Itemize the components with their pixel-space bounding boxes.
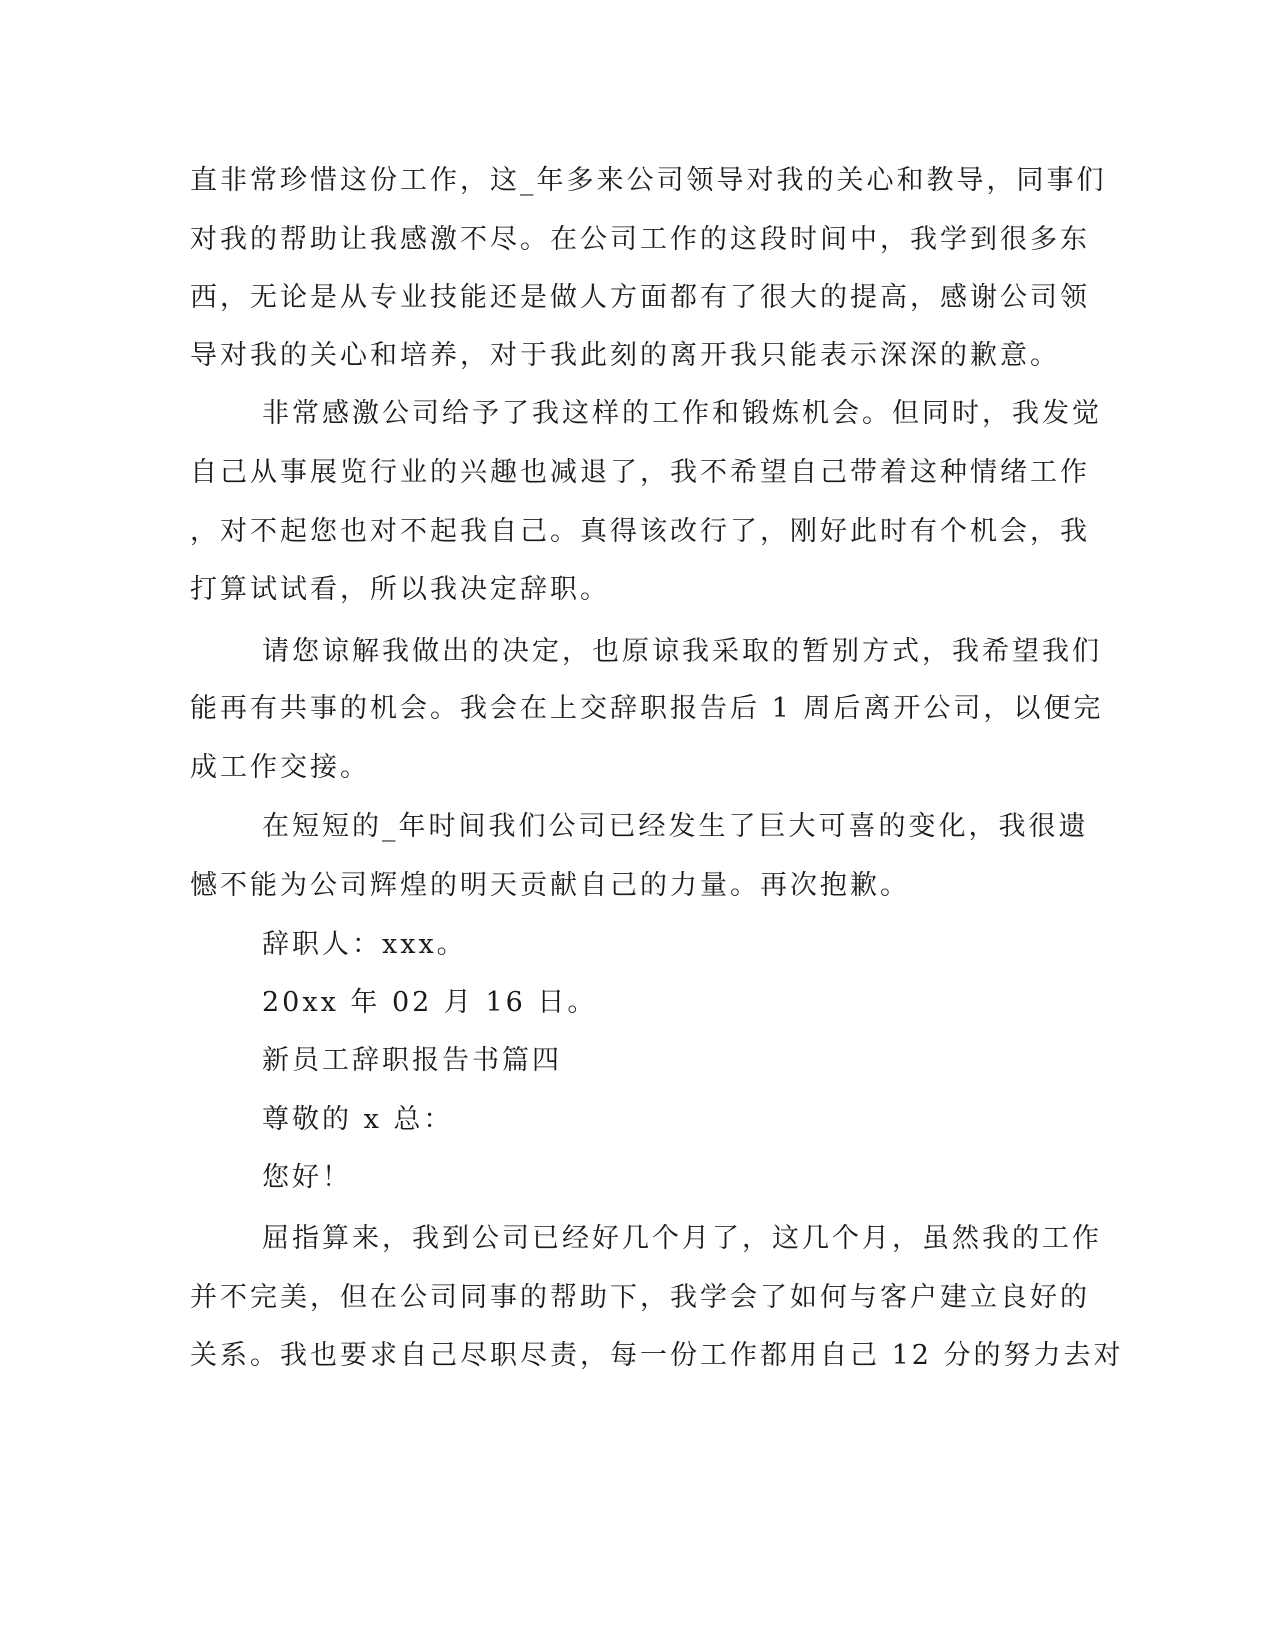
body-text-line: ，对不起您也对不起我自己。真得该改行了，刚好此时有个机会，我 bbox=[190, 516, 1090, 547]
body-text-line: 成工作交接。 bbox=[190, 752, 370, 783]
body-text-line: 能再有共事的机会。我会在上交辞职报告后 1 周后离开公司，以便完 bbox=[190, 693, 1104, 724]
date-line: 20xx 年 02 月 16 日。 bbox=[262, 987, 598, 1018]
body-text-line: 对我的帮助让我感激不尽。在公司工作的这段时间中，我学到很多东 bbox=[190, 224, 1090, 255]
body-text-line: 请您谅解我做出的决定，也原谅我采取的暂别方式，我希望我们 bbox=[262, 636, 1102, 667]
section-heading: 新员工辞职报告书篇四 bbox=[262, 1045, 562, 1076]
body-text-line: 非常感激公司给予了我这样的工作和锻炼机会。但同时，我发觉 bbox=[262, 398, 1102, 429]
body-text-line: 自己从事展览行业的兴趣也减退了，我不希望自己带着这种情绪工作 bbox=[190, 457, 1090, 488]
salutation: 尊敬的 x 总： bbox=[262, 1104, 454, 1135]
greeting: 您好！ bbox=[262, 1162, 352, 1193]
body-text-line: 在短短的_年时间我们公司已经发生了巨大可喜的变化，我很遗 bbox=[262, 811, 1089, 842]
body-text-line: 直非常珍惜这份工作，这_年多来公司领导对我的关心和教导，同事们 bbox=[190, 165, 1107, 196]
body-text-line: 屈指算来，我到公司已经好几个月了，这几个月，虽然我的工作 bbox=[262, 1223, 1102, 1254]
body-text-line: 关系。我也要求自己尽职尽责，每一份工作都用自己 12 分的努力去对 bbox=[190, 1340, 1124, 1371]
signature-line: 辞职人：xxx。 bbox=[262, 929, 467, 960]
body-text-line: 打算试试看，所以我决定辞职。 bbox=[190, 574, 610, 605]
body-text-line: 并不完美，但在公司同事的帮助下，我学会了如何与客户建立良好的 bbox=[190, 1282, 1090, 1313]
body-text-line: 西，无论是从专业技能还是做人方面都有了很大的提高，感谢公司领 bbox=[190, 282, 1090, 313]
body-text-line: 憾不能为公司辉煌的明天贡献自己的力量。再次抱歉。 bbox=[190, 870, 910, 901]
body-text-line: 导对我的关心和培养，对于我此刻的离开我只能表示深深的歉意。 bbox=[190, 340, 1060, 371]
